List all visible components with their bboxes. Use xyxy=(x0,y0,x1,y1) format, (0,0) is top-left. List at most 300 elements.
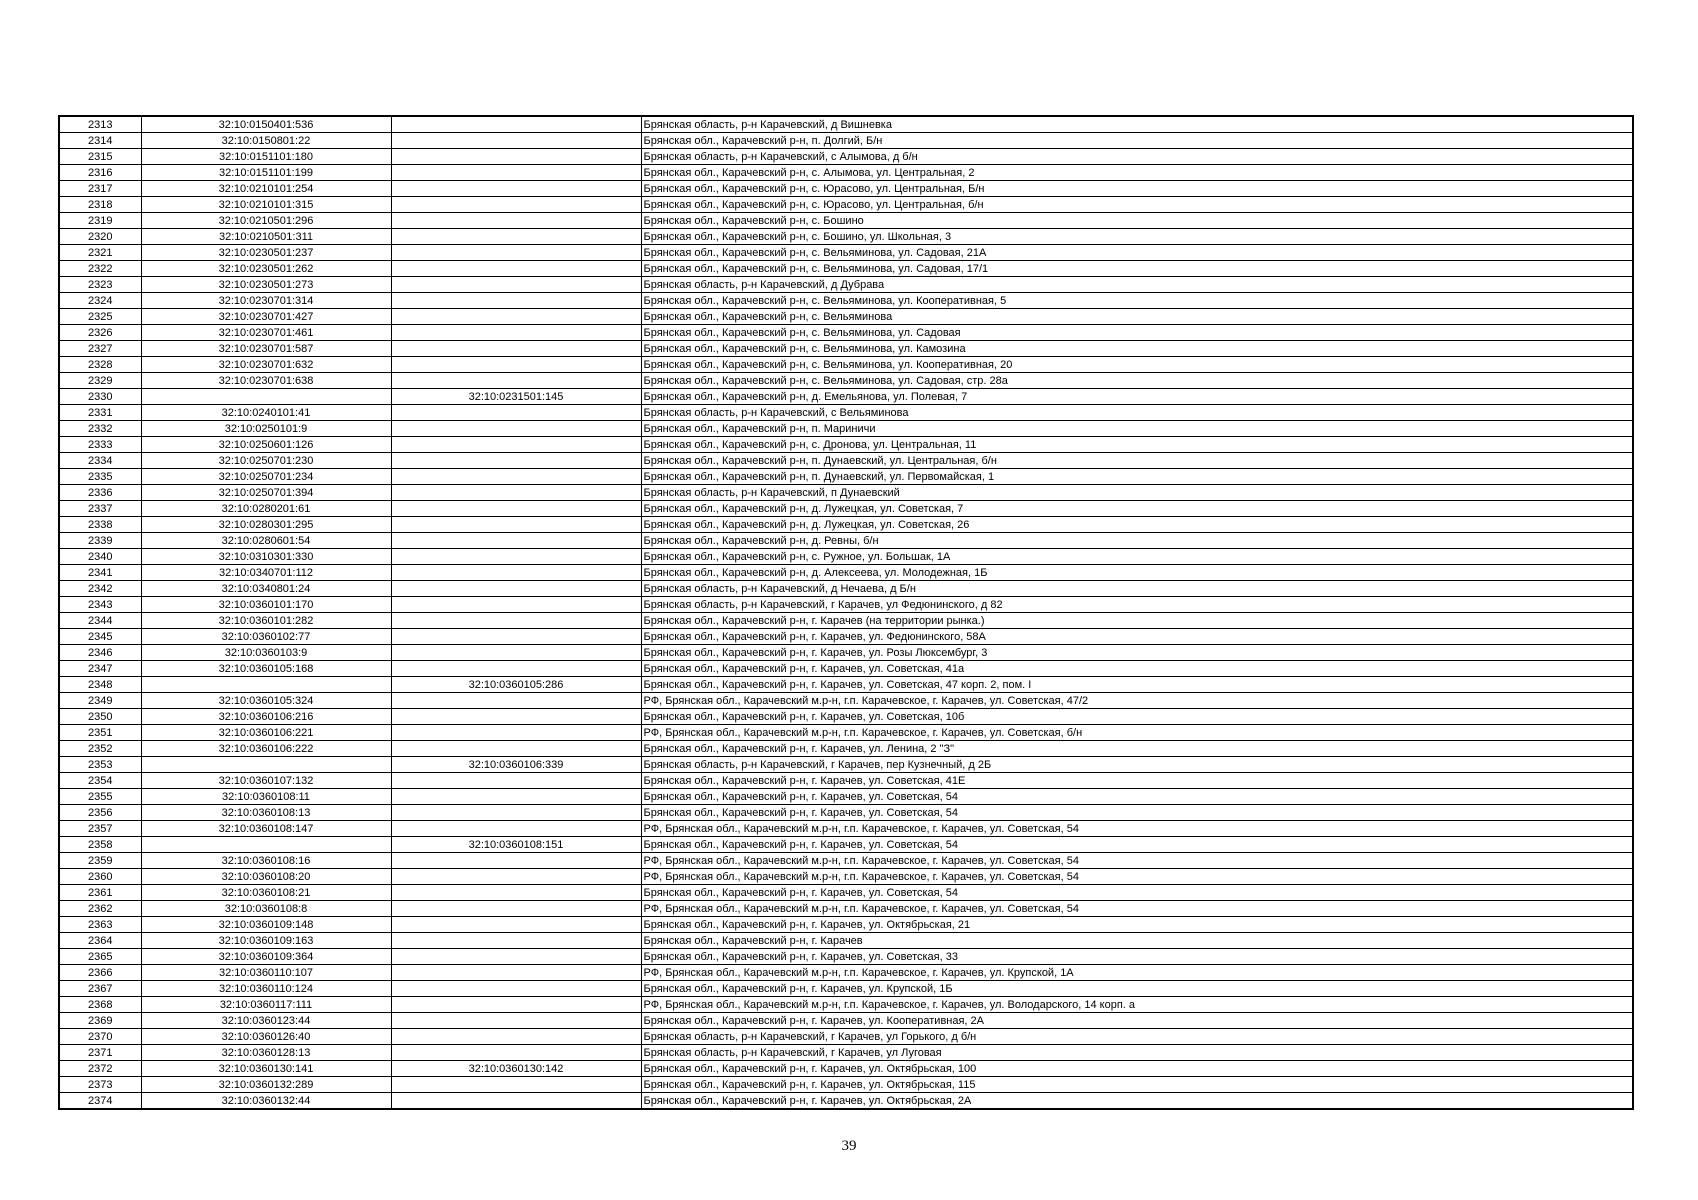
table-row xyxy=(59,341,1633,357)
building-number-cell xyxy=(391,149,641,165)
table-row xyxy=(59,981,1633,997)
table-row xyxy=(59,501,1633,517)
cadastral-number-cell: 32:10:0340801:24 xyxy=(141,581,391,597)
row-number-cell: 2369 xyxy=(59,1013,141,1029)
row-number-cell: 2346 xyxy=(59,645,141,661)
row-number-cell: 2356 xyxy=(59,805,141,821)
row-number-cell: 2317 xyxy=(59,181,141,197)
building-number-cell xyxy=(391,341,641,357)
table-row xyxy=(59,549,1633,565)
building-number-cell xyxy=(391,901,641,917)
building-number-cell xyxy=(391,229,641,245)
address-cell: Брянская обл., Карачевский р-н, г. Карачев, ул. Советская, 54 xyxy=(641,837,1633,853)
cadastral-number-cell: 32:10:0360101:170 xyxy=(141,597,391,613)
cadastral-number-cell: 32:10:0360117:111 xyxy=(141,997,391,1013)
cadastral-number-cell: 32:10:0360130:141 xyxy=(141,1061,391,1077)
table-row xyxy=(59,181,1633,197)
building-number-cell xyxy=(391,709,641,725)
table-row xyxy=(59,757,1633,773)
building-number-cell: 32:10:0360106:339 xyxy=(391,757,641,773)
address-cell: Брянская обл., Карачевский р-н, с. Вельяминова, ул. Садовая, 17/1 xyxy=(641,261,1633,277)
address-cell: Брянская обл., Карачевский р-н, г. Карачев, ул. Советская, 47 корп. 2, пом. I xyxy=(641,677,1633,693)
cadastral-number-cell: 32:10:0240101:41 xyxy=(141,405,391,421)
row-number-cell: 2374 xyxy=(59,1093,141,1110)
table-row xyxy=(59,405,1633,421)
building-number-cell xyxy=(391,453,641,469)
cadastral-number-cell xyxy=(141,389,391,405)
cadastral-number-cell: 32:10:0360109:364 xyxy=(141,949,391,965)
row-number-cell: 2347 xyxy=(59,661,141,677)
cadastral-number-cell: 32:10:0230701:587 xyxy=(141,341,391,357)
address-cell: Брянская обл., Карачевский р-н, г. Карачев, ул. Октябрьская, 2А xyxy=(641,1093,1633,1110)
row-number-cell: 2366 xyxy=(59,965,141,981)
row-number-cell: 2358 xyxy=(59,837,141,853)
table-row xyxy=(59,1061,1633,1077)
building-number-cell xyxy=(391,821,641,837)
row-number-cell: 2313 xyxy=(59,116,141,133)
cadastral-number-cell: 32:10:0230501:237 xyxy=(141,245,391,261)
building-number-cell xyxy=(391,181,641,197)
building-number-cell: 32:10:0360105:286 xyxy=(391,677,641,693)
row-number-cell: 2315 xyxy=(59,149,141,165)
row-number-cell: 2322 xyxy=(59,261,141,277)
row-number-cell: 2361 xyxy=(59,885,141,901)
table-row xyxy=(59,213,1633,229)
cadastral-number-cell: 32:10:0230701:427 xyxy=(141,309,391,325)
address-cell: РФ, Брянская обл., Карачевский м.р-н, г.п. Карачевское, г. Карачев, ул. Советская, 54 xyxy=(641,853,1633,869)
row-number-cell: 2350 xyxy=(59,709,141,725)
address-cell: Брянская обл., Карачевский р-н, г. Карачев, ул. Советская, 54 xyxy=(641,789,1633,805)
row-number-cell: 2371 xyxy=(59,1045,141,1061)
building-number-cell xyxy=(391,469,641,485)
row-number-cell: 2335 xyxy=(59,469,141,485)
cadastral-number-cell: 32:10:0210101:315 xyxy=(141,197,391,213)
building-number-cell xyxy=(391,549,641,565)
table-row xyxy=(59,805,1633,821)
address-cell: Брянская обл., Карачевский р-н, д. Емельянова, ул. Полевая, 7 xyxy=(641,389,1633,405)
building-number-cell xyxy=(391,533,641,549)
table-row xyxy=(59,1045,1633,1061)
address-cell: Брянская обл., Карачевский р-н, г. Карачев, ул. Октябрьская, 21 xyxy=(641,917,1633,933)
cadastral-number-cell xyxy=(141,837,391,853)
table-row xyxy=(59,373,1633,389)
building-number-cell xyxy=(391,869,641,885)
cadastral-number-cell: 32:10:0360132:289 xyxy=(141,1077,391,1093)
table-row xyxy=(59,133,1633,149)
cadastral-number-cell: 32:10:0360106:221 xyxy=(141,725,391,741)
cadastral-number-cell: 32:10:0280601:54 xyxy=(141,533,391,549)
cadastral-number-cell: 32:10:0150401:536 xyxy=(141,116,391,133)
cadastral-number-cell: 32:10:0360108:20 xyxy=(141,869,391,885)
cadastral-number-cell: 32:10:0150801:22 xyxy=(141,133,391,149)
address-cell: Брянская обл., Карачевский р-н, с. Вельяминова, ул. Кооперативная, 5 xyxy=(641,293,1633,309)
building-number-cell xyxy=(391,309,641,325)
building-number-cell xyxy=(391,213,641,229)
address-cell: РФ, Брянская обл., Карачевский м.р-н, г.п. Карачевское, г. Карачев, ул. Володарского, 14 корп. а xyxy=(641,997,1633,1013)
table-row xyxy=(59,421,1633,437)
cadastral-number-cell: 32:10:0360108:16 xyxy=(141,853,391,869)
cadastral-number-cell: 32:10:0360128:13 xyxy=(141,1045,391,1061)
cadastral-number-cell: 32:10:0250101:9 xyxy=(141,421,391,437)
address-cell: Брянская обл., Карачевский р-н, с. Бошино xyxy=(641,213,1633,229)
address-cell: Брянская обл., Карачевский р-н, с. Юрасово, ул. Центральная, б/н xyxy=(641,197,1633,213)
address-cell: Брянская обл., Карачевский р-н, г. Карачев, ул. Советская, 41а xyxy=(641,661,1633,677)
building-number-cell xyxy=(391,661,641,677)
row-number-cell: 2327 xyxy=(59,341,141,357)
address-cell: Брянская область, р-н Карачевский, с Вельяминова xyxy=(641,405,1633,421)
row-number-cell: 2329 xyxy=(59,373,141,389)
address-cell: Брянская обл., Карачевский р-н, с. Вельяминова, ул. Садовая, 21А xyxy=(641,245,1633,261)
building-number-cell xyxy=(391,981,641,997)
building-number-cell xyxy=(391,373,641,389)
building-number-cell xyxy=(391,997,641,1013)
cadastral-table xyxy=(58,115,1634,1110)
building-number-cell xyxy=(391,485,641,501)
table-row xyxy=(59,581,1633,597)
cadastral-number-cell: 32:10:0360106:222 xyxy=(141,741,391,757)
address-cell: Брянская обл., Карачевский р-н, с. Вельяминова, ул. Садовая, стр. 28а xyxy=(641,373,1633,389)
row-number-cell: 2337 xyxy=(59,501,141,517)
address-cell: Брянская обл., Карачевский р-н, г. Карачев, ул. Октябрьская, 115 xyxy=(641,1077,1633,1093)
address-cell: Брянская обл., Карачевский р-н, д. Лужецкая, ул. Советская, 26 xyxy=(641,517,1633,533)
page-number: 39 xyxy=(841,1138,857,1154)
cadastral-number-cell: 32:10:0210501:311 xyxy=(141,229,391,245)
table-row xyxy=(59,773,1633,789)
table-row xyxy=(59,821,1633,837)
row-number-cell: 2363 xyxy=(59,917,141,933)
cadastral-number-cell: 32:10:0360102:77 xyxy=(141,629,391,645)
table-body xyxy=(59,116,1633,1109)
row-number-cell: 2343 xyxy=(59,597,141,613)
building-number-cell xyxy=(391,885,641,901)
row-number-cell: 2314 xyxy=(59,133,141,149)
building-number-cell xyxy=(391,116,641,133)
table-row xyxy=(59,677,1633,693)
address-cell: Брянская обл., Карачевский р-н, г. Карачев, ул. Розы Люксембург, 3 xyxy=(641,645,1633,661)
cadastral-number-cell: 32:10:0230701:632 xyxy=(141,357,391,373)
row-number-cell: 2331 xyxy=(59,405,141,421)
row-number-cell: 2320 xyxy=(59,229,141,245)
address-cell: Брянская обл., Карачевский р-н, г. Карачев, ул. Федюнинского, 58А xyxy=(641,629,1633,645)
row-number-cell: 2319 xyxy=(59,213,141,229)
address-cell: Брянская обл., Карачевский р-н, г. Карачев, ул. Советская, 54 xyxy=(641,885,1633,901)
building-number-cell xyxy=(391,613,641,629)
building-number-cell xyxy=(391,501,641,517)
cadastral-number-cell xyxy=(141,677,391,693)
address-cell: Брянская обл., Карачевский р-н, г. Карачев xyxy=(641,933,1633,949)
address-cell: Брянская обл., Карачевский р-н, с. Вельяминова xyxy=(641,309,1633,325)
cadastral-number-cell: 32:10:0360105:168 xyxy=(141,661,391,677)
row-number-cell: 2368 xyxy=(59,997,141,1013)
cadastral-number-cell: 32:10:0360106:216 xyxy=(141,709,391,725)
cadastral-number-cell: 32:10:0230701:314 xyxy=(141,293,391,309)
table-row xyxy=(59,933,1633,949)
table-row xyxy=(59,1093,1633,1110)
table-row xyxy=(59,789,1633,805)
building-number-cell xyxy=(391,773,641,789)
building-number-cell xyxy=(391,437,641,453)
table-row xyxy=(59,645,1633,661)
cadastral-number-cell: 32:10:0151101:180 xyxy=(141,149,391,165)
cadastral-number-cell: 32:10:0230501:273 xyxy=(141,277,391,293)
table-row xyxy=(59,885,1633,901)
table-row xyxy=(59,837,1633,853)
address-cell: Брянская обл., Карачевский р-н, с. Юрасово, ул. Центральная, Б/н xyxy=(641,181,1633,197)
table-row xyxy=(59,437,1633,453)
row-number-cell: 2318 xyxy=(59,197,141,213)
table-row xyxy=(59,1077,1633,1093)
building-number-cell xyxy=(391,245,641,261)
cadastral-number-cell: 32:10:0360109:148 xyxy=(141,917,391,933)
cadastral-number-cell: 32:10:0250601:126 xyxy=(141,437,391,453)
table-row xyxy=(59,485,1633,501)
cadastral-number-cell: 32:10:0360110:124 xyxy=(141,981,391,997)
cadastral-number-cell: 32:10:0360109:163 xyxy=(141,933,391,949)
address-cell: Брянская обл., Карачевский р-н, г. Карачев, ул. Советская, 41Е xyxy=(641,773,1633,789)
address-cell: Брянская обл., Карачевский р-н, д. Ревны, б/н xyxy=(641,533,1633,549)
address-cell: РФ, Брянская обл., Карачевский м.р-н, г.п. Карачевское, г. Карачев, ул. Советская, 54 xyxy=(641,901,1633,917)
row-number-cell: 2330 xyxy=(59,389,141,405)
row-number-cell: 2372 xyxy=(59,1061,141,1077)
table-row xyxy=(59,597,1633,613)
address-cell: Брянская обл., Карачевский р-н, п. Дунаевский, ул. Центральная, б/н xyxy=(641,453,1633,469)
building-number-cell xyxy=(391,1093,641,1110)
table-row xyxy=(59,997,1633,1013)
building-number-cell xyxy=(391,789,641,805)
cadastral-number-cell: 32:10:0210501:296 xyxy=(141,213,391,229)
table-row xyxy=(59,293,1633,309)
building-number-cell xyxy=(391,421,641,437)
row-number-cell: 2349 xyxy=(59,693,141,709)
row-number-cell: 2340 xyxy=(59,549,141,565)
address-cell: Брянская обл., Карачевский р-н, г. Карачев (на территории рынка.) xyxy=(641,613,1633,629)
building-number-cell xyxy=(391,645,641,661)
table-row xyxy=(59,565,1633,581)
row-number-cell: 2338 xyxy=(59,517,141,533)
row-number-cell: 2339 xyxy=(59,533,141,549)
building-number-cell xyxy=(391,1045,641,1061)
table-row xyxy=(59,245,1633,261)
table-row xyxy=(59,709,1633,725)
address-cell: Брянская обл., Карачевский р-н, с. Бошино, ул. Школьная, 3 xyxy=(641,229,1633,245)
row-number-cell: 2341 xyxy=(59,565,141,581)
building-number-cell xyxy=(391,293,641,309)
row-number-cell: 2365 xyxy=(59,949,141,965)
cadastral-number-cell: 32:10:0250701:394 xyxy=(141,485,391,501)
cadastral-number-cell: 32:10:0280201:61 xyxy=(141,501,391,517)
address-cell: Брянская обл., Карачевский р-н, с. Дронова, ул. Центральная, 11 xyxy=(641,437,1633,453)
row-number-cell: 2333 xyxy=(59,437,141,453)
row-number-cell: 2325 xyxy=(59,309,141,325)
row-number-cell: 2360 xyxy=(59,869,141,885)
address-cell: Брянская обл., Карачевский р-н, п. Мариничи xyxy=(641,421,1633,437)
building-number-cell xyxy=(391,565,641,581)
address-cell: Брянская область, р-н Карачевский, г Карачев, ул Горького, д б/н xyxy=(641,1029,1633,1045)
address-cell: Брянская область, р-н Карачевский, г Карачев, пер Кузнечный, д 2Б xyxy=(641,757,1633,773)
table-row xyxy=(59,229,1633,245)
row-number-cell: 2326 xyxy=(59,325,141,341)
table-row xyxy=(59,357,1633,373)
cadastral-number-cell: 32:10:0151101:199 xyxy=(141,165,391,181)
table-row xyxy=(59,389,1633,405)
address-cell: Брянская обл., Карачевский р-н, п. Дунаевский, ул. Первомайская, 1 xyxy=(641,469,1633,485)
address-cell: Брянская обл., Карачевский р-н, г. Карачев, ул. Кооперативная, 2А xyxy=(641,1013,1633,1029)
row-number-cell: 2336 xyxy=(59,485,141,501)
building-number-cell xyxy=(391,1077,641,1093)
table-row xyxy=(59,949,1633,965)
cadastral-number-cell: 32:10:0360108:13 xyxy=(141,805,391,821)
cadastral-number-cell: 32:10:0360105:324 xyxy=(141,693,391,709)
building-number-cell xyxy=(391,805,641,821)
address-cell: Брянская обл., Карачевский р-н, г. Карачев, ул. Советская, 10б xyxy=(641,709,1633,725)
address-cell: РФ, Брянская обл., Карачевский м.р-н, г.п. Карачевское, г. Карачев, ул. Советская, 54 xyxy=(641,821,1633,837)
row-number-cell: 2316 xyxy=(59,165,141,181)
row-number-cell: 2355 xyxy=(59,789,141,805)
table-row xyxy=(59,261,1633,277)
table-row xyxy=(59,197,1633,213)
row-number-cell: 2359 xyxy=(59,853,141,869)
row-number-cell: 2351 xyxy=(59,725,141,741)
table-row xyxy=(59,869,1633,885)
cadastral-number-cell: 32:10:0360123:44 xyxy=(141,1013,391,1029)
cadastral-number-cell: 32:10:0360126:40 xyxy=(141,1029,391,1045)
building-number-cell xyxy=(391,405,641,421)
address-cell: Брянская обл., Карачевский р-н, г. Карачев, ул. Советская, 54 xyxy=(641,805,1633,821)
building-number-cell xyxy=(391,165,641,181)
table-row xyxy=(59,661,1633,677)
row-number-cell: 2345 xyxy=(59,629,141,645)
building-number-cell: 32:10:0360108:151 xyxy=(391,837,641,853)
cadastral-number-cell: 32:10:0360108:147 xyxy=(141,821,391,837)
row-number-cell: 2324 xyxy=(59,293,141,309)
address-cell: Брянская обл., Карачевский р-н, с. Вельяминова, ул. Садовая xyxy=(641,325,1633,341)
building-number-cell xyxy=(391,597,641,613)
row-number-cell: 2367 xyxy=(59,981,141,997)
table-row xyxy=(59,325,1633,341)
row-number-cell: 2348 xyxy=(59,677,141,693)
address-cell: Брянская обл., Карачевский р-н, д. Алексеева, ул. Молодежная, 1Б xyxy=(641,565,1633,581)
cadastral-number-cell: 32:10:0340701:112 xyxy=(141,565,391,581)
building-number-cell: 32:10:0360130:142 xyxy=(391,1061,641,1077)
cadastral-number-cell: 32:10:0360108:8 xyxy=(141,901,391,917)
building-number-cell xyxy=(391,629,641,645)
building-number-cell xyxy=(391,197,641,213)
building-number-cell xyxy=(391,693,641,709)
address-cell: Брянская обл., Карачевский р-н, с. Вельяминова, ул. Камозина xyxy=(641,341,1633,357)
address-cell: Брянская обл., Карачевский р-н, с. Вельяминова, ул. Кооперативная, 20 xyxy=(641,357,1633,373)
address-cell: Брянская область, р-н Карачевский, г Карачев, ул Федюнинского, д 82 xyxy=(641,597,1633,613)
table-row xyxy=(59,517,1633,533)
table-row xyxy=(59,165,1633,181)
cadastral-number-cell: 32:10:0360132:44 xyxy=(141,1093,391,1110)
building-number-cell: 32:10:0231501:145 xyxy=(391,389,641,405)
table-row xyxy=(59,1029,1633,1045)
row-number-cell: 2323 xyxy=(59,277,141,293)
building-number-cell xyxy=(391,741,641,757)
row-number-cell: 2344 xyxy=(59,613,141,629)
row-number-cell: 2352 xyxy=(59,741,141,757)
address-cell: РФ, Брянская обл., Карачевский м.р-н, г.п. Карачевское, г. Карачев, ул. Советская, 47/2 xyxy=(641,693,1633,709)
row-number-cell: 2332 xyxy=(59,421,141,437)
building-number-cell xyxy=(391,965,641,981)
table-row xyxy=(59,629,1633,645)
address-cell: Брянская обл., Карачевский р-н, с. Ружное, ул. Большак, 1А xyxy=(641,549,1633,565)
row-number-cell: 2328 xyxy=(59,357,141,373)
building-number-cell xyxy=(391,325,641,341)
address-cell: Брянская обл., Карачевский р-н, г. Карачев, ул. Ленина, 2 "З" xyxy=(641,741,1633,757)
table-row xyxy=(59,693,1633,709)
address-cell: Брянская область, р-н Карачевский, д Дубрава xyxy=(641,277,1633,293)
row-number-cell: 2362 xyxy=(59,901,141,917)
building-number-cell xyxy=(391,725,641,741)
row-number-cell: 2334 xyxy=(59,453,141,469)
cadastral-number-cell: 32:10:0360107:132 xyxy=(141,773,391,789)
building-number-cell xyxy=(391,933,641,949)
table-row xyxy=(59,533,1633,549)
building-number-cell xyxy=(391,853,641,869)
cadastral-number-cell: 32:10:0210101:254 xyxy=(141,181,391,197)
cadastral-number-cell: 32:10:0360101:282 xyxy=(141,613,391,629)
row-number-cell: 2321 xyxy=(59,245,141,261)
row-number-cell: 2354 xyxy=(59,773,141,789)
cadastral-number-cell: 32:10:0360108:11 xyxy=(141,789,391,805)
cadastral-number-cell: 32:10:0360103:9 xyxy=(141,645,391,661)
table-row xyxy=(59,1013,1633,1029)
cadastral-number-cell: 32:10:0230701:638 xyxy=(141,373,391,389)
building-number-cell xyxy=(391,261,641,277)
building-number-cell xyxy=(391,949,641,965)
address-cell: РФ, Брянская обл., Карачевский м.р-н, г.п. Карачевское, г. Карачев, ул. Крупской, 1А xyxy=(641,965,1633,981)
cadastral-number-cell: 32:10:0230501:262 xyxy=(141,261,391,277)
row-number-cell: 2364 xyxy=(59,933,141,949)
address-cell: РФ, Брянская обл., Карачевский м.р-н, г.п. Карачевское, г. Карачев, ул. Советская, б/н xyxy=(641,725,1633,741)
row-number-cell: 2357 xyxy=(59,821,141,837)
building-number-cell xyxy=(391,517,641,533)
address-cell: Брянская обл., Карачевский р-н, г. Карачев, ул. Октябрьская, 100 xyxy=(641,1061,1633,1077)
table-row xyxy=(59,741,1633,757)
address-cell: Брянская обл., Карачевский р-н, г. Карачев, ул. Советская, 33 xyxy=(641,949,1633,965)
table-row xyxy=(59,469,1633,485)
table-row xyxy=(59,309,1633,325)
table-row xyxy=(59,453,1633,469)
building-number-cell xyxy=(391,917,641,933)
cadastral-number-cell xyxy=(141,757,391,773)
row-number-cell: 2353 xyxy=(59,757,141,773)
cadastral-number-cell: 32:10:0230701:461 xyxy=(141,325,391,341)
cadastral-number-cell: 32:10:0250701:230 xyxy=(141,453,391,469)
building-number-cell xyxy=(391,1029,641,1045)
table-row xyxy=(59,901,1633,917)
cadastral-number-cell: 32:10:0250701:234 xyxy=(141,469,391,485)
address-cell: Брянская обл., Карачевский р-н, п. Долгий, Б/н xyxy=(641,133,1633,149)
cadastral-number-cell: 32:10:0360108:21 xyxy=(141,885,391,901)
cadastral-number-cell: 32:10:0280301:295 xyxy=(141,517,391,533)
address-cell: Брянская обл., Карачевский р-н, д. Лужецкая, ул. Советская, 7 xyxy=(641,501,1633,517)
table-row xyxy=(59,277,1633,293)
cadastral-number-cell: 32:10:0360110:107 xyxy=(141,965,391,981)
cadastral-number-cell: 32:10:0310301:330 xyxy=(141,549,391,565)
address-cell: Брянская область, р-н Карачевский, с Алымова, д б/н xyxy=(641,149,1633,165)
address-cell: Брянская область, р-н Карачевский, д Вишневка xyxy=(641,116,1633,133)
address-cell: Брянская обл., Карачевский р-н, г. Карачев, ул. Крупской, 1Б xyxy=(641,981,1633,997)
table-row xyxy=(59,149,1633,165)
table-row xyxy=(59,965,1633,981)
address-cell: Брянская область, р-н Карачевский, д Нечаева, д Б/н xyxy=(641,581,1633,597)
table-row xyxy=(59,853,1633,869)
table-row xyxy=(59,725,1633,741)
table-row xyxy=(59,917,1633,933)
building-number-cell xyxy=(391,277,641,293)
